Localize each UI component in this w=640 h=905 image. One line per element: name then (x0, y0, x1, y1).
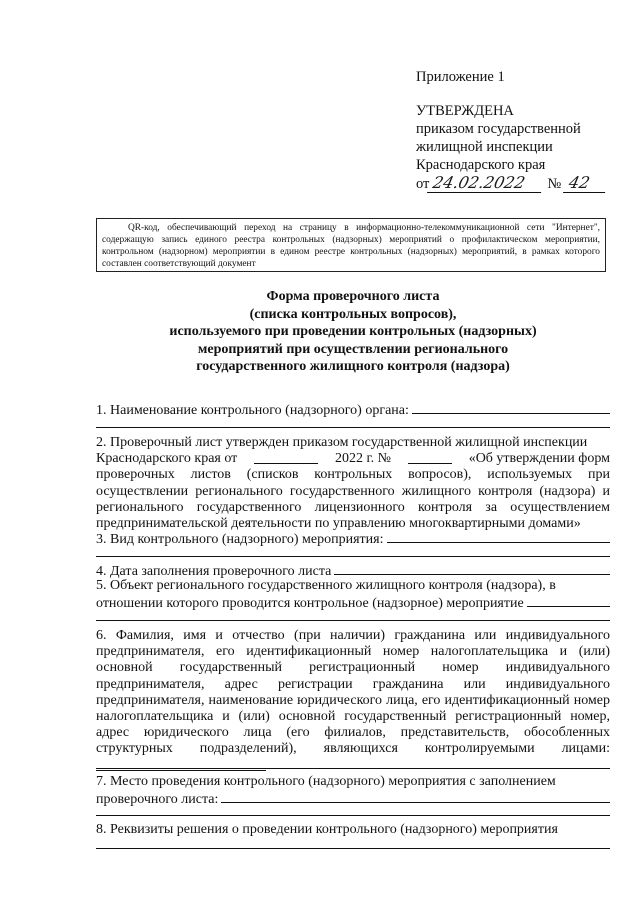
item-2-text-b2: 2022 г. № (334, 451, 391, 467)
item-7-field[interactable] (221, 790, 610, 803)
appendix-label: Приложение 1 (416, 69, 505, 85)
item-3-text: 3. Вид контрольного (надзорного) мероприятия: (96, 532, 384, 547)
item-2-line-2 (96, 451, 610, 467)
item-1 (96, 401, 610, 419)
item-2 (96, 435, 610, 532)
item-8 (96, 822, 610, 838)
item-2-number-field[interactable] (408, 451, 452, 464)
handwritten-number: 42 (563, 174, 609, 193)
item-3-rule (96, 556, 610, 557)
approved-label: УТВЕРЖДЕНА (416, 103, 514, 119)
item-1-rule (96, 427, 610, 428)
item-3 (96, 530, 610, 548)
handwritten-date: 24.02.2022 (427, 174, 545, 193)
item-3-field[interactable] (387, 530, 611, 543)
item-1-text: 1. Наименование контрольного (надзорного) органа: (96, 403, 409, 418)
item-5-line-1: 5. Объект регионального государственного жилищного контроля (надзора), в (96, 578, 556, 593)
item-6-text: 6. Фамилия, имя и отчество (при наличии) гражданина или индивидуального предпринимателя, его идентификационный номер налогоплательщика и (или) основной государственный регистрационный номер индивидуального предпринимателя, адрес регистрации гражданина или индивидуального предпринимателя, наименование юридического лица, его идентификационный номер налогоплательщика и (или) основной государственный регистрационный номер, адрес юридического лица (его филиалов, представительств, обособленных структурных подразделений), являющихся контролируемыми лицами: (96, 628, 610, 757)
item-4-field[interactable] (334, 562, 610, 575)
title-line-4: мероприятий при осуществлении регионального (197, 341, 509, 357)
item-6 (96, 628, 610, 776)
approval-block (416, 68, 607, 193)
item-7 (96, 774, 610, 808)
title-line-2: (списка контрольных вопросов), (249, 306, 457, 322)
form-title (96, 288, 610, 376)
from-label: от (416, 176, 430, 192)
item-5-text-b: отношении которого проводится контрольное (надзорное) мероприятие (96, 596, 524, 612)
item-2-text-b3: «Об утверждении форм (468, 451, 610, 467)
item-4-text: 4. Дата заполнения проверочного листа (96, 564, 332, 579)
item-7-line-1: 7. Место проведения контрольного (надзорного) мероприятия с заполнением (96, 774, 556, 789)
item-5 (96, 578, 610, 612)
item-8-text: 8. Реквизиты решения о проведении контрольного (надзорного) мероприятия (96, 822, 558, 837)
item-5-rule (96, 620, 610, 621)
item-2-date-field[interactable] (254, 451, 318, 464)
item-7-text-b: проверочного листа: (96, 792, 219, 808)
title-line-3: используемого при проведении контрольных (надзорных) (169, 324, 537, 339)
item-6-rule (96, 768, 610, 769)
item-2-text-c: проверочных листов (списков контрольных вопросов), используемых при осуществлении регионального государственного жилищного контроля (надзора) и регионального государственного лицензионного контроля за осуществлением предпринимательской деятельности по управлению многоквартирными домами» (96, 467, 610, 532)
item-2-line-1: 2. Проверочный лист утвержден приказом государственной жилищной инспекции (96, 435, 588, 450)
order-line-2: жилищной инспекции (416, 139, 553, 155)
title-line-5: государственного жилищного контроля (надзора) (196, 359, 510, 374)
item-1-field[interactable] (412, 401, 610, 414)
order-line-1: приказом государственной (416, 121, 581, 137)
number-label: № (547, 176, 562, 192)
item-2-text-b1: Краснодарского края от (96, 451, 238, 467)
item-7-rule (96, 815, 610, 816)
order-date-number (416, 174, 607, 193)
item-8-rule (96, 848, 610, 849)
item-5-field[interactable] (527, 594, 610, 607)
qr-code-note: QR-код, обеспечивающий переход на страницу в информационно-телекоммуникационной сети "Интернет", содержащую запись единого реестра контрольных (надзорных) мероприятий о профилактическом мероприятии, контрольном (надзорном) мероприятии в едином реестре контрольных (надзорных) мероприятий, в рамках которого составлен соответствующий документ (96, 218, 606, 272)
title-line-1: Форма проверочного листа (266, 289, 440, 304)
order-line-3: Краснодарского края (416, 157, 546, 173)
